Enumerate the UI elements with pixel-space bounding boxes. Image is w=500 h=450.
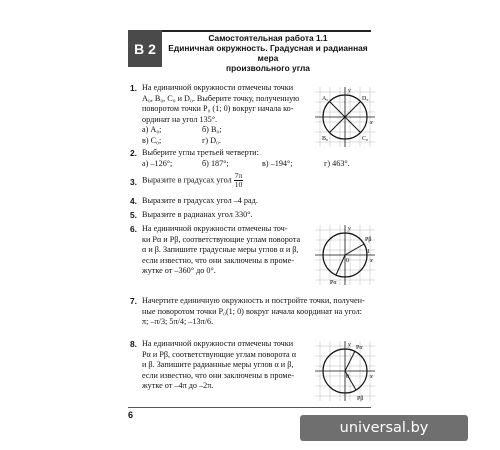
- task-line: и β. Запишите радианные меры углов α и β,: [142, 360, 294, 369]
- variant-badge: В 2: [128, 30, 162, 67]
- task-line: Начертите единичную окружность и постройте точки, получен-: [142, 296, 365, 305]
- option: г) 463°.: [324, 158, 350, 168]
- unit-circle-diagram-1: [312, 84, 378, 150]
- page-title: [166, 33, 370, 73]
- option: а) –126°;: [142, 158, 173, 168]
- task-text: [142, 224, 322, 277]
- task-number: 5.: [130, 210, 137, 220]
- answer-options: [142, 159, 374, 170]
- option: в) C₀;: [142, 135, 162, 145]
- task-text: [142, 83, 322, 146]
- option: б) B₀;: [202, 125, 222, 134]
- task-line: Выразите в градусах угол: [142, 175, 232, 185]
- axis-tick-one: 1: [367, 249, 370, 255]
- task-text: [142, 172, 374, 189]
- task-number: 2.: [130, 148, 137, 158]
- task-line: Pα и Pβ, соответствующие углам поворота α: [142, 349, 297, 359]
- title-line-1: Самостоятельная работа 1.1: [208, 33, 328, 43]
- axis-label-x: x: [370, 120, 373, 126]
- task-line: если известно, что они заключены в проме-: [142, 370, 294, 380]
- axis-label-y: y: [348, 226, 351, 232]
- point-label: D₀: [362, 96, 369, 102]
- task-text: [142, 148, 374, 169]
- point-label: Pβ: [365, 237, 372, 243]
- option: а) A₀;: [142, 125, 162, 134]
- task-line: A₀, B₀, C₀ и D₀. Выберите точку, полученную: [142, 93, 300, 103]
- point-label: Pβ: [357, 396, 364, 402]
- task-line: ки Pα и Pβ, соответствующие углам поворота: [142, 234, 301, 244]
- title-line-3: произвольного угла: [226, 63, 310, 73]
- axis-label-x: x: [370, 258, 373, 264]
- unit-circle-diagram-2: [312, 222, 378, 288]
- fraction: [234, 172, 244, 189]
- footer-divider: [128, 407, 371, 408]
- axis-label-y: y: [348, 88, 351, 94]
- task-line: На единичной окружности отмечены точ-: [142, 224, 288, 233]
- task-text: Выразите в радианах угол 330°.: [142, 210, 253, 219]
- numerator: 7π: [234, 171, 243, 180]
- task-number: 6.: [130, 224, 137, 234]
- task-line: π; –π/3; 5π/4; –13π/6.: [142, 317, 214, 326]
- option: г) D₀.: [202, 135, 221, 145]
- point-label: C₀: [362, 136, 369, 142]
- task-number: 1.: [130, 83, 137, 93]
- point-label: Pα: [356, 345, 363, 351]
- task-line: жутке от –4π до –2π.: [142, 381, 214, 390]
- task-number: 7.: [130, 296, 137, 306]
- origin-label: 0: [346, 374, 349, 380]
- axis-label-y: y: [348, 342, 351, 348]
- task-line: поворотом точки P₀ (1; 0) вокруг начала ко-: [142, 104, 294, 113]
- task-text: [142, 296, 374, 328]
- axis-label-x: x: [370, 374, 373, 380]
- answer-options: [142, 125, 322, 136]
- task-line: На единичной окружности отмечены точки: [142, 339, 294, 348]
- watermark-badge: universal.by: [300, 415, 468, 441]
- option: б) 187°;: [202, 158, 229, 168]
- task-number: 4.: [130, 196, 137, 206]
- task-line: α и β. Запишите градусные меры углов α и β,: [142, 245, 299, 254]
- task-line: ординат на угол 135°.: [142, 114, 218, 124]
- origin-label: 0: [346, 258, 349, 264]
- task-text: Выразите в градусах угол –4 рад.: [142, 196, 258, 205]
- option: в) –194°;: [262, 158, 293, 168]
- point-label: Pα: [330, 280, 337, 286]
- task-number: 3.: [130, 177, 137, 187]
- task-line: Выберите углы третьей четверти:: [142, 148, 259, 157]
- task-number: 8.: [130, 339, 137, 349]
- task-line: ные поворотом точки P₀(1; 0) вокруг начала координат на угол:: [142, 306, 362, 316]
- task-line: На единичной окружности отмечены точки: [142, 83, 294, 92]
- unit-circle-diagram-3: [312, 338, 378, 404]
- title-line-2: Единичная окружность. Градусная и радианная мера: [168, 43, 368, 63]
- denominator: 10: [234, 180, 243, 189]
- point-label: A₀: [322, 96, 329, 102]
- answer-options: [142, 136, 322, 147]
- point-label: B₀: [322, 136, 329, 142]
- page-number: 6: [128, 410, 134, 420]
- task-text: [142, 339, 322, 392]
- task-line: жутке от –360° до 0°.: [142, 266, 216, 275]
- task-line: если известно, что они заключены в проме-: [142, 255, 294, 265]
